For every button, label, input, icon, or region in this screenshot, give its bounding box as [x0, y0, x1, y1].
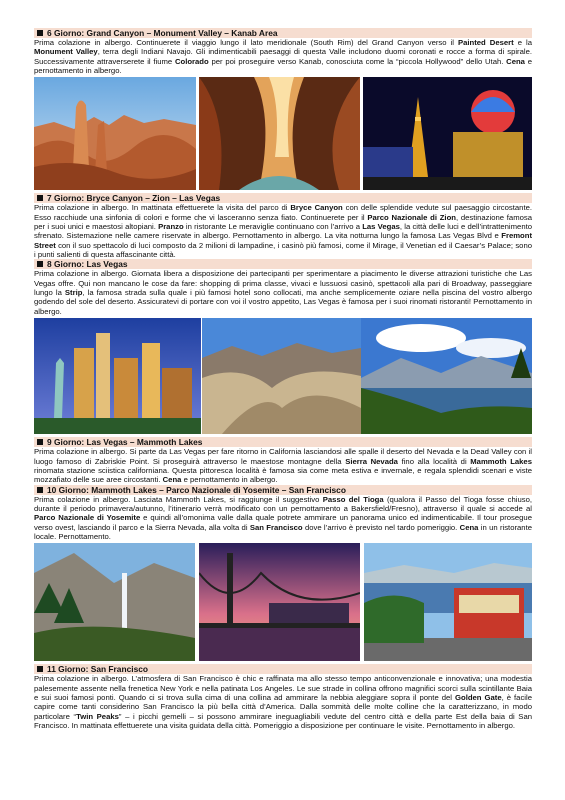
day-8-section	[34, 259, 532, 316]
bold-term: Monument Valley	[34, 47, 98, 57]
text-run: per poi proseguire verso Kanab, conosciuta come la “piccola Hollywood” dello Utah.	[208, 56, 507, 66]
day-9-text	[34, 447, 532, 484]
bold-term: Mammoth Lakes	[470, 456, 532, 466]
text-run: , la famosa strada sulla quale i più famosi hotel sono collocati, ma anche semplicemente oziare nella piscina del vostro albergo godendo del sole del deserto. Assicuratevi di portare con voi il vostro appetito, Las Vegas è famosa per i suoi rinomati ristoranti! Pernottamento in albergo.	[34, 288, 532, 316]
antelope-canyon-photo	[199, 77, 360, 190]
day-6-section	[34, 28, 532, 75]
bold-term: San Francisco	[249, 522, 303, 532]
bold-term: Cena	[459, 522, 479, 532]
day-10-heading: 10 Giorno: Mammoth Lakes – Parco Nazionale di Yosemite – San Francisco	[34, 485, 532, 495]
yosemite-falls-photo	[34, 543, 195, 661]
bold-term: Painted Desert	[457, 38, 514, 47]
text-run: Prima colazione in albergo. Lasciata Mammoth Lakes, si raggiunge il suggestivo	[34, 494, 323, 504]
day-9-heading: 9 Giorno: Las Vegas – Mammoth Lakes	[34, 437, 532, 447]
day-11-text	[34, 674, 532, 730]
day-11-heading: 11 Giorno: San Francisco	[34, 664, 532, 674]
text-run: fino alla località di	[397, 456, 471, 466]
text-run: ” – i picchi gemelli – si possono ammirare ineguagliabili vedute del centro città e della parte Est della baia di San Francisco. In mattinata effettuerete una visita guidata della città. Pomeriggio a disposizione per continuare le visite. Pernottamento in albergo.	[34, 711, 532, 730]
text-run: , destinazione famosa per i suoi unici e maestosi altopiani.	[34, 212, 532, 232]
text-run: con il suo spettacolo di luci composto da 2 milioni di lampadine, i casinò più famosi, come il Mirage, il Venetian ed il Caesar’s Palace; sono i punti salienti di questa affascinante città.	[34, 240, 532, 260]
bold-term: Cena	[162, 475, 182, 485]
las-vegas-night-photo	[363, 77, 532, 190]
text-run: , la città delle luci e dell’intrattenimento sfrenato. Sistemazione nelle camere riservate in albergo. Pernottamento in albergo. La vita notturna lungo la famosa Las Vegas Blvd e	[34, 222, 533, 241]
text-run: (qualora il Passo del Tioga fosse chiuso, durante il periodo primavera/autunno, l’itinerario verrà modificato con un pernottamento a Bakersfield/Fresno), attraverso il quale si accede al	[34, 494, 532, 513]
text-run: , è facile capire come tanti considerino San Francisco la più bella città d’America. Dalla sommità delle molte colline che la caratterizzano, in modo particolare “	[34, 692, 532, 721]
day-6-heading: 6 Giorno: Grand Canyon – Monument Valley – Kanab Area	[34, 28, 532, 38]
bold-term: Passo del Tioga	[322, 494, 384, 504]
day-8-heading: 8 Giorno: Las Vegas	[34, 259, 532, 269]
day-10-photo-strip	[34, 543, 532, 661]
square-bullet-icon	[37, 30, 43, 36]
day-8-photo-strip	[34, 318, 532, 434]
text-run: , terra degli Indiani Navajo. Gli indimenticabili paesaggi di questa Valle includono duomi coronati e rocce a forma di spirale. Successivamente attraverserete il fiume	[34, 47, 533, 66]
text-run: Prima colazione in albergo. L’atmosfera di San Francisco è chic e raffinata ma allo stesso tempo anticonvenzionale e innovativa; una modestia palesemente assente nella frenetica New York e nella patinata Los Angeles. Le sue strade in collina offrono magnifici scorci sulla scintillante Baia e sui suoi famosi ponti. Quando ci si trova sulla cima di una collina ad ammirare la nebbia aleggiare sopra il ponte del	[34, 674, 532, 702]
text-run: Prima colazione in albergo. Giornata libera a disposizione dei partecipanti per sperimentare a piacimento le diverse attrazioni turistiche che Las Vegas offre. Qui non mancano le cose da fare: shopping di prima classe, vivaci e lussuosi casinò, spettacoli alla pari di Broadway, passeggiare lungo la	[34, 269, 532, 298]
text-run: e la	[513, 38, 532, 47]
day-6-text	[34, 38, 532, 75]
bold-term: Sierra Nevada	[345, 456, 398, 466]
text-run: Prima colazione in albergo. Si parte da Las Vegas per fare ritorno in California lasciandosi alle spalle il deserto del Nevada e la Dead Valley con il luogo famoso di Zabriskie Point. Si proseguirà attraverso le maestose montagne della	[34, 447, 532, 466]
bay-bridge-night-photo	[199, 543, 360, 661]
bold-term: Strip	[64, 288, 83, 298]
day-10-section	[34, 485, 532, 542]
square-bullet-icon	[37, 487, 43, 493]
text-run: Prima colazione in albergo. Continuerete il viaggio lungo il lato meridionale (South Rim) del Grand Canyon verso il	[34, 38, 458, 47]
death-valley-dunes-photo	[202, 318, 361, 434]
text-run: e quindi all’omonima valle dalla quale potrete ammirare un panorama unico ed indimenticabile. Il tour prosegue verso ovest, lasciando il parco e la Sierra Nevada, alla volta di	[34, 513, 532, 532]
text-run: con delle splendide vedute sul paesaggio circostante. Esso racchiude una sinfonia di colori e forme che vi lasceranno senza fiato. Continuerete per il	[34, 203, 532, 222]
bold-term: Colorado	[174, 56, 209, 66]
text-run: e pernottamento in albergo.	[181, 475, 278, 485]
mammoth-lakes-photo	[361, 318, 532, 434]
bryce-canyon-hoodoos-photo	[34, 77, 196, 190]
square-bullet-icon	[37, 195, 43, 201]
bold-term: Las Vegas	[362, 222, 400, 232]
bold-term: Cena	[506, 56, 525, 66]
day-8-text	[34, 269, 532, 316]
square-bullet-icon	[37, 439, 43, 445]
day-7-heading: 7 Giorno: Bryce Canyon – Zion – Las Vegas	[34, 193, 532, 203]
text-run: e pernottamento in albergo.	[34, 56, 532, 76]
itinerary-page	[34, 28, 532, 730]
day-9-section	[34, 437, 532, 484]
text-run: in un ristorante locale. Pernottamento.	[34, 522, 532, 541]
new-york-new-york-hotel-photo	[34, 318, 201, 434]
san-francisco-cable-car-photo	[364, 543, 532, 661]
text-run: dove l’arrivo è previsto nel tardo pomeriggio.	[302, 522, 460, 532]
text-run: in ristorante Le meraviglie continuano con l’arrivo a	[183, 222, 363, 232]
bold-term: Bryce Canyon	[290, 203, 343, 213]
day-7-section	[34, 193, 532, 259]
square-bullet-icon	[37, 666, 43, 672]
day-7-text	[34, 203, 532, 259]
bold-term: Twin Peaks	[76, 711, 119, 721]
text-run: Prima colazione in albergo. In mattinata effettuerete la visita del parco di	[34, 203, 291, 213]
bold-term: Parco Nazionale di Yosemite	[34, 513, 141, 523]
bold-term: Golden Gate	[455, 692, 502, 702]
day-6-photo-strip	[34, 77, 532, 190]
square-bullet-icon	[37, 261, 43, 267]
text-run: rinomata stazione sciistica californiana. Questa pittoresca località è famosa sia come meta estiva e invernale, e regala splendidi scenari e viste mozzafiato delle sue aree circostanti.	[34, 465, 532, 485]
day-10-text	[34, 495, 532, 542]
day-11-section	[34, 664, 532, 730]
bold-term: Fremont Street	[34, 231, 532, 250]
bold-term: Parco Nazionale di Zion	[367, 212, 456, 222]
bold-term: Pranzo	[158, 222, 184, 232]
